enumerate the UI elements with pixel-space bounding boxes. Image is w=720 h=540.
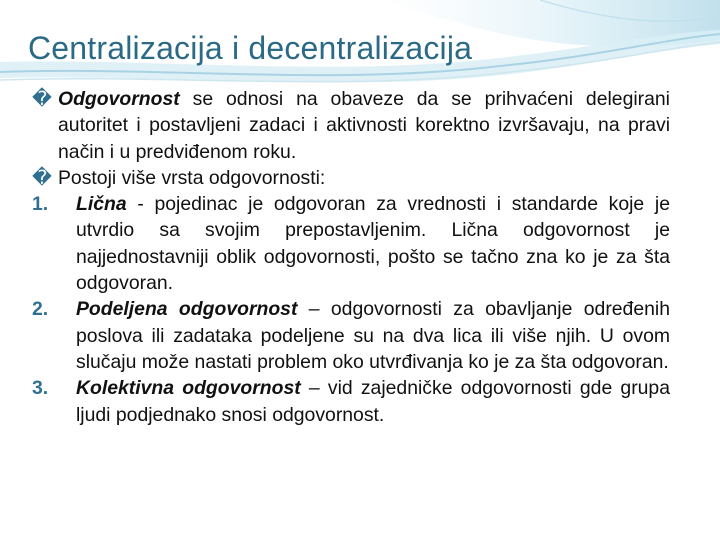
paragraph-text: Postoji više vrsta odgovornosti: — [58, 166, 326, 189]
responsibility-types-list — [32, 191, 670, 428]
paragraph-term: Odgovornost — [58, 88, 180, 110]
list-text: – vid zajedničke odgovornosti gde grupa ljudi podjednako snosi odgovornost. — [76, 377, 670, 426]
list-item-personal — [32, 191, 670, 296]
bullet-icon: � — [32, 88, 52, 110]
paragraph-responsibility-definition — [32, 86, 670, 165]
list-text: - pojedinac je odgovoran za vrednosti i standarde koje je utvrdio sa svojim prepostavljenim. Lična odgovornost je najjednostavniji oblik odgovornosti, pošto se tačno zna ko je za šta odgovoran. — [76, 193, 670, 295]
slide-body — [32, 86, 670, 428]
list-term: Lična — [76, 193, 127, 216]
list-number: 3. — [32, 377, 49, 400]
slide-title: Centralizacija i decentralizacija — [28, 30, 473, 66]
list-term: Podeljena odgovornost — [76, 298, 298, 321]
bullet-icon: � — [32, 166, 52, 189]
list-term: Kolektivna odgovornost — [76, 377, 301, 400]
list-number: 2. — [32, 298, 49, 321]
list-item-shared — [32, 296, 670, 375]
list-text: – odgovornosti za obavljanje određenih poslova ili zadataka podeljene su na dva lica ili više njih. U ovom slučaju može nastati problem oko utvrđivanja ko je za šta odgovoran. — [76, 298, 670, 373]
paragraph-types-intro — [32, 165, 670, 191]
list-number: 1. — [32, 193, 49, 216]
paragraph-text: se odnosi na obaveze da se prihvaćeni delegirani autoritet i postavljeni zadaci i aktivnosti korektno izvršavaju, na pravi način i u predviđenom roku. — [58, 88, 670, 163]
list-item-collective — [32, 375, 670, 428]
